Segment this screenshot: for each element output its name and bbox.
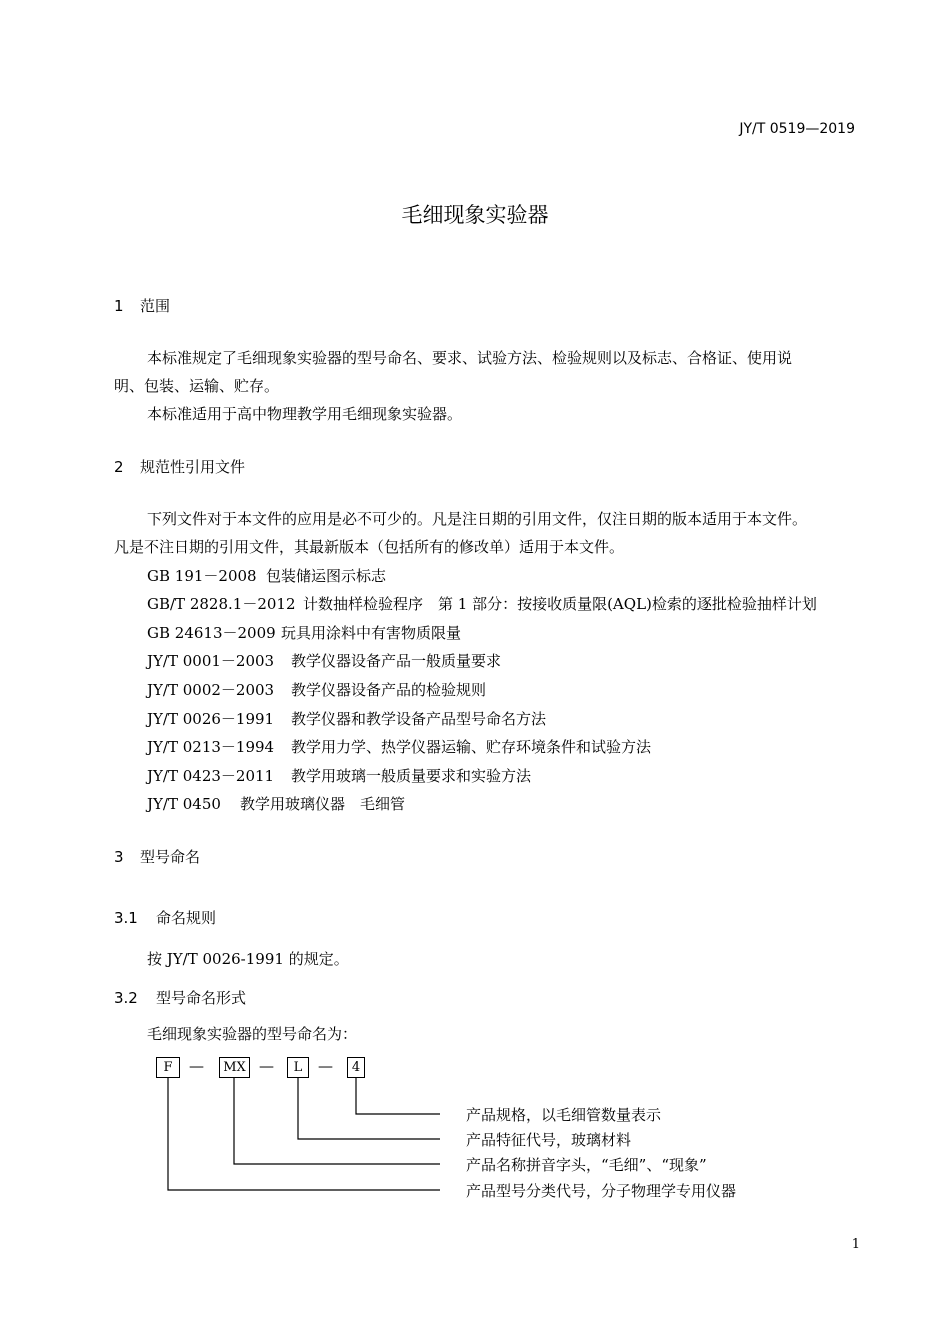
- reference-code: JY/T 0450: [147, 795, 221, 813]
- section-1-para2: 本标准适用于高中物理教学用毛细现象实验器。: [147, 405, 463, 423]
- section-3-1-title: 命名规则: [156, 909, 217, 927]
- legend-type: 产品型号分类代号，分子物理学专用仪器: [466, 1182, 737, 1200]
- section-2-number: 2: [114, 458, 124, 476]
- connector-line-l: [298, 1077, 440, 1139]
- reference-code: GB 191－2008: [147, 567, 257, 585]
- section-1-para1-line1: 本标准规定了毛细现象实验器的型号命名、要求、试验方法、检验规则以及标志、合格证、使用说: [147, 349, 793, 367]
- code-box-mx: MX: [219, 1057, 250, 1078]
- section-1-title: 范围: [140, 297, 171, 315]
- reference-title: 包装储运图示标志: [266, 567, 387, 585]
- code-box-4: 4: [347, 1057, 365, 1078]
- section-3-number: 3: [114, 848, 124, 866]
- document-title: 毛细现象实验器: [401, 203, 549, 227]
- reference-title: 教学仪器设备产品的检验规则: [291, 681, 487, 699]
- legend-name: 产品名称拼音字头，“毛细”、“现象”: [466, 1156, 707, 1174]
- section-3-2-text: 毛细现象实验器的型号命名为：: [147, 1025, 358, 1043]
- reference-code: JY/T 0026－1991: [147, 710, 275, 728]
- connector-line-4: [356, 1077, 440, 1114]
- reference-code: JY/T 0002－2003: [147, 681, 275, 699]
- separator-dash: —: [259, 1057, 274, 1075]
- separator-dash: —: [318, 1057, 333, 1075]
- legend-spec: 产品规格，以毛细管数量表示: [466, 1106, 662, 1124]
- standard-code: JY/T 0519—2019: [739, 121, 855, 137]
- reference-title: 教学仪器和教学设备产品型号命名方法: [291, 710, 547, 728]
- code-box-l: L: [287, 1057, 309, 1078]
- connector-line-f: [168, 1077, 440, 1190]
- reference-title: 计数抽样检验程序 第 1 部分：按接收质量限(AQL)检索的逐批检验抽样计划: [303, 595, 817, 613]
- reference-title: 教学用玻璃一般质量要求和实验方法: [291, 767, 532, 785]
- reference-code: GB/T 2828.1－2012: [147, 595, 296, 613]
- reference-code: JY/T 0001－2003: [147, 652, 275, 670]
- page-number: 1: [851, 1237, 860, 1252]
- section-3-2-number: 3.2: [114, 989, 138, 1007]
- section-1-number: 1: [114, 297, 124, 315]
- reference-code: JY/T 0213－1994: [147, 738, 275, 756]
- reference-title: 教学用力学、热学仪器运输、贮存环境条件和试验方法: [291, 738, 652, 756]
- reference-code: JY/T 0423－2011: [147, 767, 275, 785]
- section-3-2-title: 型号命名形式: [156, 989, 247, 1007]
- reference-code: GB 24613－2009: [147, 624, 276, 642]
- legend-feature: 产品特征代号，玻璃材料: [466, 1131, 632, 1149]
- reference-title: 玩具用涂料中有害物质限量: [281, 624, 462, 642]
- section-2-intro-line1: 下列文件对于本文件的应用是必不可少的。凡是注日期的引用文件，仅注日期的版本适用于本文件。: [147, 510, 808, 528]
- section-1-para1-line2: 明、包装、运输、贮存。: [114, 377, 280, 395]
- section-2-title: 规范性引用文件: [140, 458, 246, 476]
- section-3-title: 型号命名: [140, 848, 201, 866]
- section-2-intro-line2: 凡是不注日期的引用文件，其最新版本（包括所有的修改单）适用于本文件。: [114, 538, 625, 556]
- code-box-f: F: [156, 1057, 180, 1078]
- reference-title: 教学仪器设备产品一般质量要求: [291, 652, 502, 670]
- section-3-1-number: 3.1: [114, 909, 138, 927]
- connector-line-mx: [234, 1077, 440, 1164]
- separator-dash: —: [189, 1057, 204, 1075]
- section-3-1-text: 按 JY/T 0026-1991 的规定。: [147, 950, 349, 968]
- reference-title: 教学用玻璃仪器 毛细管: [240, 795, 406, 813]
